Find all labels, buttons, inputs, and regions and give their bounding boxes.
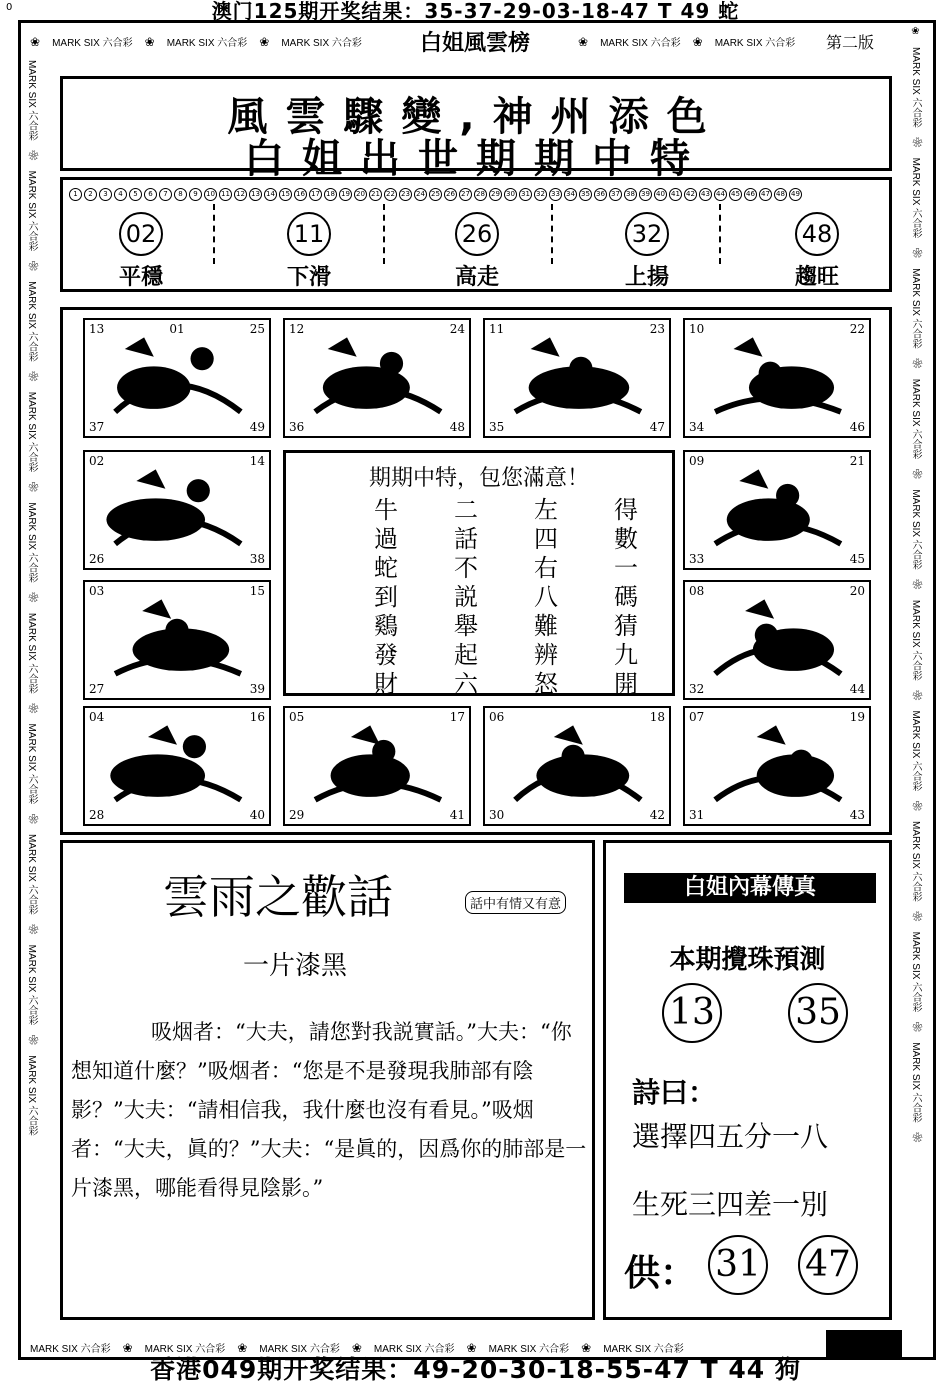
hongkong-result-footer: 香港049期开奖结果：49-20-30-18-55-47 T 44 狗 [150, 1355, 801, 1384]
brand-label: MARK SIX 六合彩 [910, 47, 921, 128]
prediction-title: 本期攪珠預測 [669, 945, 826, 975]
divider [551, 204, 554, 264]
zodiac-tile [83, 580, 271, 700]
flower-icon: ❀ [581, 1340, 592, 1355]
number-dot: 17 [309, 188, 322, 201]
poem-char: 九 [614, 641, 638, 669]
number-dot: 43 [699, 188, 712, 201]
number-dot: 6 [144, 188, 157, 201]
tile-number: 05 [289, 710, 305, 724]
number-dot: 16 [294, 188, 307, 201]
brand-strip-top-left [30, 34, 370, 49]
brand-label: MARK SIX 六合彩 [603, 1344, 684, 1355]
ink-illustration [685, 582, 869, 698]
number-dot: 23 [399, 188, 412, 201]
brand-label: MARK SIX 六合彩 [600, 38, 681, 49]
number-dot: 10 [204, 188, 217, 201]
poem-line: 生死三四差一別 [632, 1188, 829, 1221]
poem-char: 蛇 [374, 554, 398, 582]
poem-char: 右 [534, 554, 558, 582]
brand-label: MARK SIX 六合彩 [259, 1344, 340, 1355]
brand-label: MARK SIX 六合彩 [144, 1344, 226, 1355]
number-dot: 31 [519, 188, 532, 201]
story-subtitle: 一片漆黑 [243, 951, 348, 981]
tile-number: 40 [249, 808, 265, 822]
zodiac-tile [683, 450, 871, 570]
poem-char: 鷄 [374, 612, 398, 640]
poem-char: 過 [374, 525, 398, 553]
pick-ball: 02 [119, 212, 163, 256]
poem-char: 牛 [374, 496, 398, 524]
number-dot: 45 [729, 188, 742, 201]
flower-icon: ❀ [351, 1340, 362, 1355]
brand-label: MARK SIX 六合彩 [26, 502, 37, 583]
number-dot: 25 [429, 188, 442, 201]
poem-char: 猜 [614, 612, 638, 640]
brand-label: MARK SIX 六合彩 [52, 38, 133, 49]
number-dot: 1 [69, 188, 82, 201]
tile-number: 14 [249, 454, 265, 468]
tile-number: 02 [89, 454, 105, 468]
zodiac-tile [283, 318, 471, 438]
tile-number: 49 [249, 420, 265, 434]
tile-number: 31 [689, 808, 705, 822]
brand-label: MARK SIX 六合彩 [373, 1344, 455, 1355]
tile-number: 15 [249, 584, 265, 598]
flower-icon: ❀ [122, 1340, 133, 1355]
zodiac-tile [283, 706, 471, 826]
tile-number: 09 [689, 454, 705, 468]
tile-number: 41 [449, 808, 465, 822]
ink-illustration [485, 320, 669, 436]
tile-number: 19 [849, 710, 865, 724]
pick-panel [60, 177, 892, 292]
flower-icon: ❀ [30, 34, 41, 49]
number-dot: 29 [489, 188, 502, 201]
brand-label: MARK SIX 六合彩 [910, 489, 921, 570]
poem-char: 難 [534, 612, 558, 640]
ink-illustration [285, 320, 469, 436]
brand-label: MARK SIX 六合彩 [26, 391, 37, 473]
tile-number: 10 [689, 322, 705, 336]
number-dot: 19 [339, 188, 352, 201]
number-dot: 30 [504, 188, 517, 201]
story-title: 雲雨之歡話 [163, 870, 393, 924]
ink-illustration [85, 320, 269, 436]
center-poem-box [283, 450, 675, 696]
ink-illustration [285, 708, 469, 824]
pick-ball: 32 [625, 212, 669, 256]
number-dot: 39 [639, 188, 652, 201]
number-dot: 14 [264, 188, 277, 201]
number-dot: 15 [279, 188, 292, 201]
poem-char: 四 [534, 525, 558, 553]
brand-label: MARK SIX 六合彩 [26, 944, 37, 1026]
brand-label: MARK SIX 六合彩 [26, 1055, 37, 1136]
poem-char: 財 [374, 670, 398, 698]
tile-number: 04 [89, 710, 105, 724]
poem-char: 左 [534, 496, 558, 524]
brand-label: MARK SIX 六合彩 [910, 931, 921, 1013]
tile-number: 37 [89, 420, 105, 434]
tile-number: 30 [489, 808, 505, 822]
pick-item [249, 212, 369, 291]
number-dot: 42 [684, 188, 697, 201]
pick-word: 趨旺 [794, 265, 839, 290]
number-dot: 27 [459, 188, 472, 201]
prediction-ball: 35 [788, 983, 848, 1043]
ink-illustration [685, 452, 869, 568]
macau-result-header: 澳门125期开奖结果：35-37-29-03-18-47 T 49 蛇 [211, 0, 740, 23]
corner-mark: 0 [6, 2, 13, 13]
number-dot: 49 [789, 188, 802, 201]
tile-number: 23 [649, 322, 665, 336]
page-title: 白姐風雲榜 [419, 30, 530, 56]
tile-number: 18 [649, 710, 665, 724]
zodiac-tile [683, 706, 871, 826]
tile-number: 22 [849, 322, 865, 336]
tile-number: 48 [449, 420, 465, 434]
flower-icon: ❀ [692, 34, 703, 49]
pick-word: 平穩 [118, 265, 163, 290]
number-strip [69, 188, 889, 201]
tile-number: 21 [849, 454, 865, 468]
brand-label: MARK SIX 六合彩 [26, 60, 37, 141]
number-dot: 2 [84, 188, 97, 201]
brand-label: MARK SIX 六合彩 [714, 38, 796, 49]
flower-icon: ❀ [237, 1340, 248, 1355]
pick-ball: 11 [287, 212, 331, 256]
number-dot: 12 [234, 188, 247, 201]
number-dot: 9 [189, 188, 202, 201]
brand-label: MARK SIX 六合彩 [26, 612, 37, 694]
number-dot: 34 [564, 188, 577, 201]
tile-number: 35 [489, 420, 505, 434]
poem-line: 選擇四五分一八 [632, 1120, 829, 1153]
number-dot: 35 [579, 188, 592, 201]
gong-label: 供： [624, 1253, 697, 1294]
flower-icon: ❀ [259, 34, 270, 49]
brand-label: MARK SIX 六合彩 [910, 599, 921, 681]
poem-char: 怒 [534, 670, 558, 698]
tile-number: 08 [689, 584, 705, 598]
brand-label: MARK SIX 六合彩 [910, 378, 921, 460]
tile-number: 27 [89, 682, 105, 696]
pick-word: 上揚 [624, 265, 669, 290]
number-dot: 21 [369, 188, 382, 201]
brand-label: MARK SIX 六合彩 [488, 1344, 570, 1355]
pick-item [417, 212, 537, 291]
number-dot: 38 [624, 188, 637, 201]
tile-number: 03 [89, 584, 105, 598]
poem-char: 起 [454, 641, 478, 669]
divider [383, 204, 386, 264]
tile-number: 06 [489, 710, 505, 724]
number-dot: 4 [114, 188, 127, 201]
edition-label: 第二版 [826, 33, 875, 52]
divider [213, 204, 216, 264]
poem-char: 一 [614, 554, 638, 582]
slogan-line-2: 白姐出世期期中特 [244, 136, 708, 182]
gong-ball: 47 [798, 1235, 858, 1295]
pick-item [587, 212, 707, 291]
number-dot: 8 [174, 188, 187, 201]
story-note: 話中有情又有意 [465, 891, 566, 914]
tile-number: 28 [89, 808, 105, 822]
zodiac-tile [83, 706, 271, 826]
poem-char: 説 [454, 583, 478, 611]
inside-info-panel [603, 840, 892, 1320]
zodiac-tile [483, 706, 671, 826]
tile-number: 36 [289, 420, 305, 434]
poem-char: 數 [614, 525, 638, 553]
zodiac-tile [83, 450, 271, 570]
number-dot: 13 [249, 188, 262, 201]
pick-item [81, 212, 201, 291]
brand-label: MARK SIX 六合彩 [26, 170, 37, 252]
tile-number: 07 [689, 710, 705, 724]
zodiac-tile [483, 318, 671, 438]
pick-word: 下滑 [286, 265, 331, 290]
flower-icon: ❀ [578, 34, 589, 49]
number-dot: 47 [759, 188, 772, 201]
tile-number: 16 [249, 710, 265, 724]
zodiac-tile [683, 318, 871, 438]
ink-illustration [685, 320, 869, 436]
flower-icon: ❀ [144, 34, 155, 49]
poem-char: 得 [614, 496, 638, 524]
number-dot: 5 [129, 188, 142, 201]
brand-label: MARK SIX 六合彩 [910, 157, 921, 239]
tile-number: 17 [449, 710, 465, 724]
brand-label: MARK SIX 六合彩 [166, 38, 248, 49]
brand-label: MARK SIX 六合彩 [910, 710, 921, 792]
poem-grid [346, 497, 666, 698]
brand-label: MARK SIX 六合彩 [26, 281, 37, 362]
brand-label: MARK SIX 六合彩 [281, 38, 362, 49]
brand-label: MARK SIX 六合彩 [910, 1042, 921, 1123]
number-dot: 37 [609, 188, 622, 201]
number-dot: 20 [354, 188, 367, 201]
poem-char: 六 [454, 670, 478, 698]
story-body: 吸烟者：“大夫，請您對我説實話。”大夫：“你想知道什麼？”吸烟者：“您是不是發現我肺部有陰影？”大夫：“請相信我，我什麼也沒有看見。”吸烟者：“大夫，眞的？”大夫：“是眞的，因爲你的肺部是一片漆黑，哪能看得見陰影。” [71, 1020, 587, 1200]
poem-title: 期期中特，包您滿意！ [368, 466, 589, 491]
ink-illustration [85, 708, 269, 824]
brand-label: MARK SIX 六合彩 [30, 1344, 111, 1355]
number-dot: 11 [219, 188, 232, 201]
ink-illustration [485, 708, 669, 824]
number-dot: 24 [414, 188, 427, 201]
pick-ball: 48 [795, 212, 839, 256]
slogan-line-1: 風雲驟變,神州添色 [227, 94, 725, 140]
number-dot: 28 [474, 188, 487, 201]
inside-info-bar: 白姐內幕傳真 [624, 873, 876, 903]
poem-char: 八 [534, 583, 558, 611]
gong-ball: 31 [708, 1235, 768, 1295]
poem-char: 舉 [454, 612, 478, 640]
poem-char: 到 [374, 583, 398, 611]
tile-number: 38 [249, 552, 265, 566]
tile-number: 20 [849, 584, 865, 598]
brand-strip-left: MARK SIX 六合彩 ❀ MARK SIX 六合彩 ❀ MARK SIX 六合彩 ❀ MARK SIX 六合彩 ❀ MARK SIX 六合彩 ❀ MARK SIX 六合彩 ❀ MARK SIX 六合彩 ❀ MARK SIX 六合彩 ❀ MARK SIX 六合彩 ❀ MARK SIX 六合彩 [26, 60, 37, 1136]
prediction-ball: 13 [662, 983, 722, 1043]
tile-number: 13 [89, 322, 105, 336]
poem-heading: 詩曰： [632, 1076, 717, 1109]
poem-char: 碼 [614, 583, 638, 611]
tile-number: 42 [649, 808, 665, 822]
pick-ball: 26 [455, 212, 499, 256]
tile-number: 01 [169, 322, 185, 336]
number-dot: 7 [159, 188, 172, 201]
brand-label: MARK SIX 六合彩 [26, 834, 37, 915]
number-dot: 26 [444, 188, 457, 201]
pick-word: 高走 [454, 265, 499, 290]
black-block [826, 1330, 902, 1358]
poem-char: 不 [454, 554, 478, 582]
number-dot: 46 [744, 188, 757, 201]
number-dot: 44 [714, 188, 727, 201]
tile-number: 11 [489, 322, 505, 336]
poem-char: 辨 [534, 641, 558, 669]
ink-illustration [685, 708, 869, 824]
tile-number: 29 [289, 808, 305, 822]
brand-label: MARK SIX 六合彩 [910, 268, 921, 349]
number-dot: 41 [669, 188, 682, 201]
tile-number: 47 [649, 420, 665, 434]
ink-illustration [85, 452, 269, 568]
flower-icon: ❀ [466, 1340, 477, 1355]
brand-strip-top-right [578, 34, 818, 49]
tile-number: 32 [689, 682, 705, 696]
brand-label: MARK SIX 六合彩 [26, 723, 37, 805]
tile-number: 45 [849, 552, 865, 566]
tile-number: 39 [249, 682, 265, 696]
number-dot: 3 [99, 188, 112, 201]
tile-number: 25 [249, 322, 265, 336]
number-dot: 36 [594, 188, 607, 201]
tile-number: 12 [289, 322, 305, 336]
brand-strip-right: ❀ MARK SIX 六合彩 ❀ MARK SIX 六合彩 ❀ MARK SIX 六合彩 ❀ MARK SIX 六合彩 ❀ MARK SIX 六合彩 ❀ MARK SIX 六合彩 ❀ MARK SIX 六合彩 ❀ MARK SIX 六合彩 ❀ MARK SIX 六合彩 ❀ MARK SIX 六合彩 ❀ [910, 26, 921, 1143]
poem-char: 發 [374, 641, 398, 669]
poem-char: 話 [454, 525, 478, 553]
poem-char: 二 [454, 496, 478, 524]
number-dot: 18 [324, 188, 337, 201]
brand-label: MARK SIX 六合彩 [910, 821, 921, 902]
number-dot: 40 [654, 188, 667, 201]
ink-illustration [85, 582, 269, 698]
tile-number: 33 [689, 552, 705, 566]
zodiac-tile [83, 318, 271, 438]
pick-item [757, 212, 877, 291]
number-dot: 22 [384, 188, 397, 201]
number-dot: 48 [774, 188, 787, 201]
zodiac-gallery [60, 307, 892, 835]
brand-strip-bottom [30, 1340, 820, 1355]
divider [719, 204, 722, 264]
tile-number: 34 [689, 420, 705, 434]
number-dot: 32 [534, 188, 547, 201]
poem-char: 開 [614, 670, 638, 698]
tile-number: 26 [89, 552, 105, 566]
tile-number: 44 [849, 682, 865, 696]
story-panel [60, 840, 595, 1320]
slogan-banner [60, 76, 892, 182]
zodiac-tile [683, 580, 871, 700]
tile-number: 46 [849, 420, 865, 434]
tile-number: 24 [449, 322, 465, 336]
tile-number: 43 [849, 808, 865, 822]
number-dot: 33 [549, 188, 562, 201]
